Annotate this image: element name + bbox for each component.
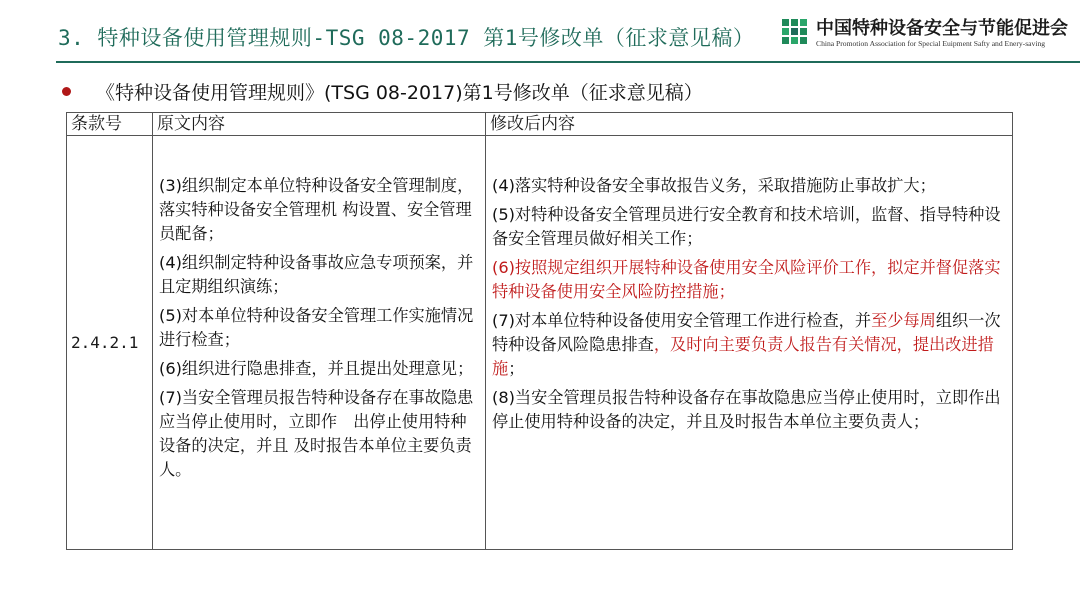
org-logo-icon (776, 14, 812, 50)
org-name-en: China Promotion Association for Special Euipment Safty and Enery-saving (816, 39, 1046, 48)
original-item-7: (7)当安全管理员报告特种设备存在事故隐患应当停止使用时，立即作 出停止使用特种设备的决定，并且 及时报告本单位主要负责人。 (159, 388, 474, 479)
original-item-6: (6)组织进行隐患排查，并且提出处理意见； (159, 359, 474, 378)
revised-item-7-part-d: ，及时向主要负责人报告有关情况，提出改进措施 (492, 335, 994, 378)
comparison-table (66, 112, 1013, 550)
revised-item-7-part-b: 至少每周 (871, 311, 936, 330)
revised-item-7-part-a: (7)对本单位特种设备使用安全管理工作进行检查，并 (492, 311, 872, 330)
header-divider (56, 61, 1080, 63)
original-item-5: (5)对本单位特种设备安全管理工作实施情况进行检查； (159, 306, 474, 349)
header-clause: 条款号 (67, 113, 153, 136)
org-name-cn: 中国特种设备安全与节能促进会 (816, 18, 1068, 39)
revised-item-7 (492, 309, 1006, 381)
revised-item-4: (4)落实特种设备安全事故报告义务，采取措施防止事故扩大； (492, 176, 936, 195)
header-original: 原文内容 (153, 113, 486, 136)
header-revised: 修改后内容 (486, 113, 1013, 136)
table-header-row (67, 113, 1013, 136)
revised-item-5: (5)对特种设备安全管理员进行安全教育和技术培训，监督、指导特种设备安全管理员做好相关工作； (492, 205, 1001, 248)
revised-item-7-part-e: ； (508, 359, 525, 378)
original-content (153, 136, 486, 550)
original-item-3: (3)组织制定本单位特种设备安全管理制度，落实特种设备安全管理机 构设置、安全管理员配备； (159, 176, 474, 243)
org-logo (776, 10, 1076, 54)
revised-item-8: (8)当安全管理员报告特种设备存在事故隐患应当停止使用时，立即作出停止使用特种设备的决定，并且及时报告本单位主要负责人； (492, 388, 1001, 431)
revised-content (486, 136, 1013, 550)
slide-title: 3. 特种设备使用管理规则-TSG 08-2017 第1号修改单（征求意见稿） (58, 26, 755, 50)
table-row (67, 136, 1013, 550)
revised-item-7-part-c: 组织一次特种设备风险隐患排查 (492, 311, 1001, 354)
revised-item-6: (6)按照规定组织开展特种设备使用安全风险评价工作，拟定并督促落实特种设备使用安全风险防控措施； (492, 258, 1001, 301)
clause-number: 2.4.2.1 (67, 136, 153, 550)
bullet-icon (62, 87, 71, 96)
subtitle: 《特种设备使用管理规则》(TSG 08-2017)第1号修改单（征求意见稿） (96, 82, 703, 104)
original-item-4: (4)组织制定特种设备事故应急专项预案，并且定期组织演练； (159, 253, 474, 296)
